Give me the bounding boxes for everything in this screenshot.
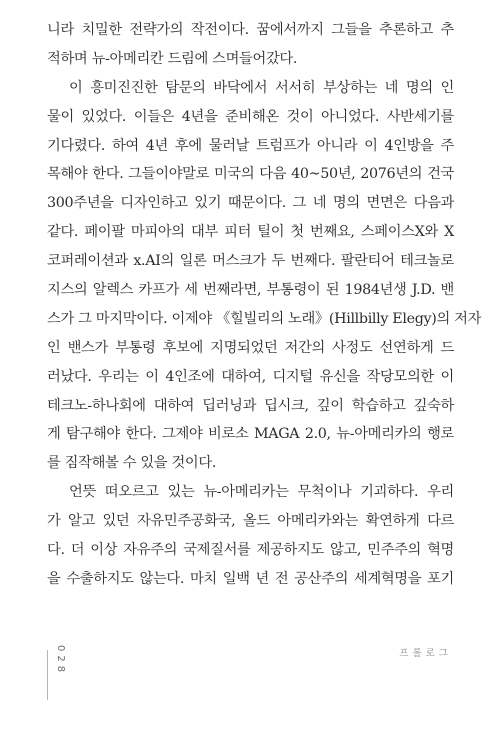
text-line: 인 밴스가 부통령 후보에 지명되었던 저간의 사정도 선연하게 드 <box>47 339 454 356</box>
page-number: 028 <box>55 645 66 677</box>
text-line: 기다렸다. 하여 4년 후에 물러날 트럼프가 아니라 이 4인방을 주 <box>47 137 454 154</box>
text-line: 을 수출하지도 않는다. 마치 일백 년 전 공산주의 세계혁명을 포기 <box>47 570 454 587</box>
text-line: 게 탐구해야 한다. 그제야 비로소 MAGA 2.0, 뉴-아메리카의 행로 <box>47 426 454 443</box>
text-line: 300주년을 디자인하고 있기 때문이다. 그 네 명의 면면은 다음과 <box>47 195 454 212</box>
footer-divider <box>47 650 48 700</box>
text-line: 지스의 알렉스 카프가 세 번째라면, 부통령이 된 1984년생 J.D. 밴 <box>47 282 454 299</box>
text-line: 적하며 뉴-아메리칸 드림에 스며들어갔다. <box>47 50 298 67</box>
text-line: 목해야 한다. 그들이야말로 미국의 다음 40~50년, 2076년의 건국 <box>47 166 454 183</box>
text-line: 같다. 페이팔 마피아의 대부 피터 틸이 첫 번째요, 스페이스X와 X <box>47 224 454 241</box>
text-line: 러났다. 우리는 이 4인조에 대하여, 디지털 유신을 작당모의한 이 <box>47 368 454 385</box>
body-text <box>47 16 482 594</box>
text-line: 물이 있었다. 이들은 4년을 준비해온 것이 아니었다. 사반세기를 <box>47 108 454 125</box>
text-line: 니라 치밀한 전략가의 작전이다. 꿈에서까지 그들을 추론하고 추 <box>47 22 454 38</box>
text-line: 를 짐작해볼 수 있을 것이다. <box>47 455 217 472</box>
text-line: 가 알고 있던 자유민주공화국, 올드 아메리카와는 확연하게 다르 <box>47 513 454 530</box>
text-line: 언뜻 떠오르고 있는 뉴-아메리카는 무척이나 기괴하다. 우리 <box>69 484 454 501</box>
text-line: 이 흥미진진한 탐문의 바닥에서 서서히 부상하는 네 명의 인 <box>69 79 454 96</box>
text-line: 스가 그 마지막이다. 이제야 《힐빌리의 노래》(Hillbilly Elegy)의 저자 <box>47 310 482 327</box>
text-line: 다. 더 이상 자유주의 국제질서를 제공하지도 않고, 민주주의 혁명 <box>47 542 454 559</box>
running-header: 프롤로그 <box>399 648 452 659</box>
text-line: 테크노-하나회에 대하여 딥러닝과 딥시크, 깊이 학습하고 깊숙하 <box>47 397 454 414</box>
text-line: 코퍼레이션과 x.AI의 일론 머스크가 두 번째다. 팔란티어 테크놀로 <box>47 253 454 270</box>
